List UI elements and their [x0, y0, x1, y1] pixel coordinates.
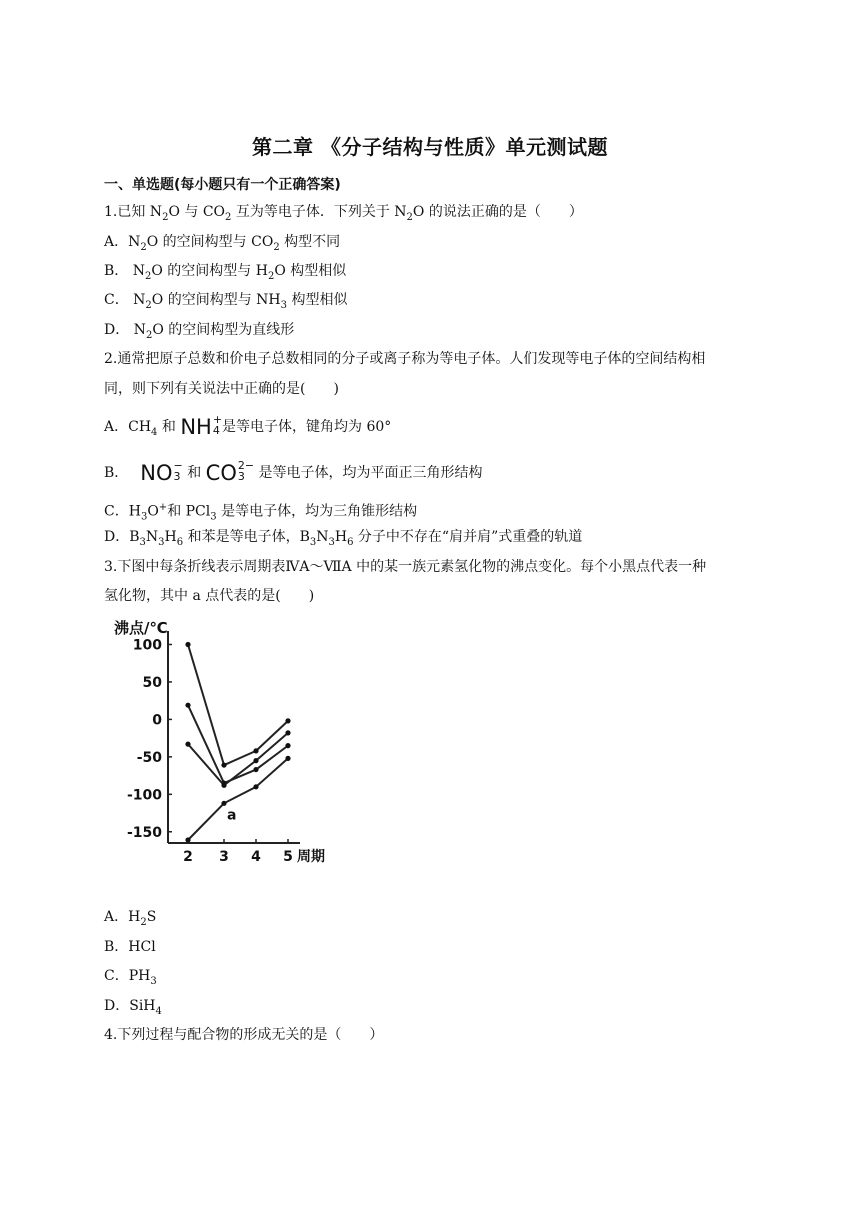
- page-title: 第二章 《分子结构与性质》单元测试题: [252, 135, 608, 159]
- data-point: [185, 837, 190, 842]
- x-axis-label: 周期: [297, 849, 325, 865]
- q1-stem: 1.已知 $N_2O$ 与 $CO_2$ 互为等电子体．下列关于 $N_2O$ 的说法正确的是（ ）: [104, 204, 583, 223]
- data-point: [253, 767, 258, 772]
- x-tick-label: 3: [219, 849, 229, 865]
- boiling-point-chart: [100, 615, 350, 865]
- q3-option-a[interactable]: A．$H_2S$: [104, 909, 157, 928]
- q2-option-b[interactable]: B． NO − 3 和 CO 2− 3 是等电子体，均为平面正三角形结构: [104, 459, 483, 485]
- data-point: [185, 703, 190, 708]
- data-point: [253, 784, 258, 789]
- q3-option-d[interactable]: D．SiH$_4$: [104, 998, 162, 1017]
- data-point: [221, 762, 226, 767]
- q3-stem-line2: 氢化物，其中 a 点代表的是( ): [104, 588, 315, 604]
- y-tick-label: -100: [126, 787, 162, 804]
- series-line: [188, 758, 288, 840]
- q2-stem-line2: 同，则下列有关说法中正确的是( ): [104, 381, 339, 397]
- y-tick-label: 100: [132, 637, 162, 654]
- data-point: [285, 743, 290, 748]
- q2-option-a[interactable]: A．$CH_4$ 和 NH + 4 是等电子体，键角均为 60°: [104, 413, 392, 439]
- q1-option-b[interactable]: B． $N_2O$ 的空间构型与 $H_2O$ 构型相似: [104, 263, 347, 282]
- data-point: [253, 758, 258, 763]
- data-point: [221, 783, 226, 788]
- data-point: [253, 748, 258, 753]
- y-axis-label: 沸点/℃: [114, 619, 168, 637]
- y-tick-label: 0: [152, 712, 162, 729]
- q3-option-b[interactable]: B．HCl: [104, 939, 156, 955]
- q3-stem-line1: 3.下图中每条折线表示周期表ⅣA～ⅦA 中的某一族元素氢化物的沸点变化。每个小黑点代表一种: [104, 559, 707, 575]
- x-tick-label: 4: [251, 849, 261, 865]
- section-heading: 一、单选题(每小题只有一个正确答案): [104, 177, 341, 193]
- y-tick-label: -150: [126, 824, 162, 841]
- y-tick-label: -50: [136, 749, 162, 766]
- q1-option-d[interactable]: D． $N_2O$ 的空间构型为直线形: [104, 322, 295, 341]
- data-point: [285, 718, 290, 723]
- q4-stem: 4.下列过程与配合物的形成无关的是（ ）: [104, 1027, 384, 1043]
- data-point: [285, 756, 290, 761]
- q1-option-a[interactable]: A．$N_2O$ 的空间构型与 $CO_2$ 构型不同: [104, 234, 341, 253]
- x-tick-label: 2: [183, 849, 193, 865]
- q2-option-d[interactable]: D．$B_3N_3H_6$ 和苯是等电子体，$B_3N_3H_6$ 分子中不存在“肩并肩”式重叠的轨道: [104, 529, 583, 548]
- y-tick-label: 50: [142, 674, 162, 691]
- q1-option-c[interactable]: C． $N_2O$ 的空间构型与 $NH_3$ 构型相似: [104, 292, 348, 311]
- x-tick-label: 5: [283, 849, 293, 865]
- q2-stem-line1: 2.通常把原子总数和价电子总数相同的分子或离子称为等电子体。人们发现等电子体的空间结构相: [104, 351, 706, 367]
- data-point: [185, 642, 190, 647]
- point-label-a: a: [227, 807, 237, 824]
- q2-option-c[interactable]: C．$H_3O^+$和 PCl$_3$ 是等电子体，均为三角锥形结构: [104, 502, 418, 523]
- q3-option-c[interactable]: C．$PH_3$: [104, 968, 157, 987]
- data-point: [185, 742, 190, 747]
- data-point: [285, 730, 290, 735]
- data-point: [221, 801, 226, 806]
